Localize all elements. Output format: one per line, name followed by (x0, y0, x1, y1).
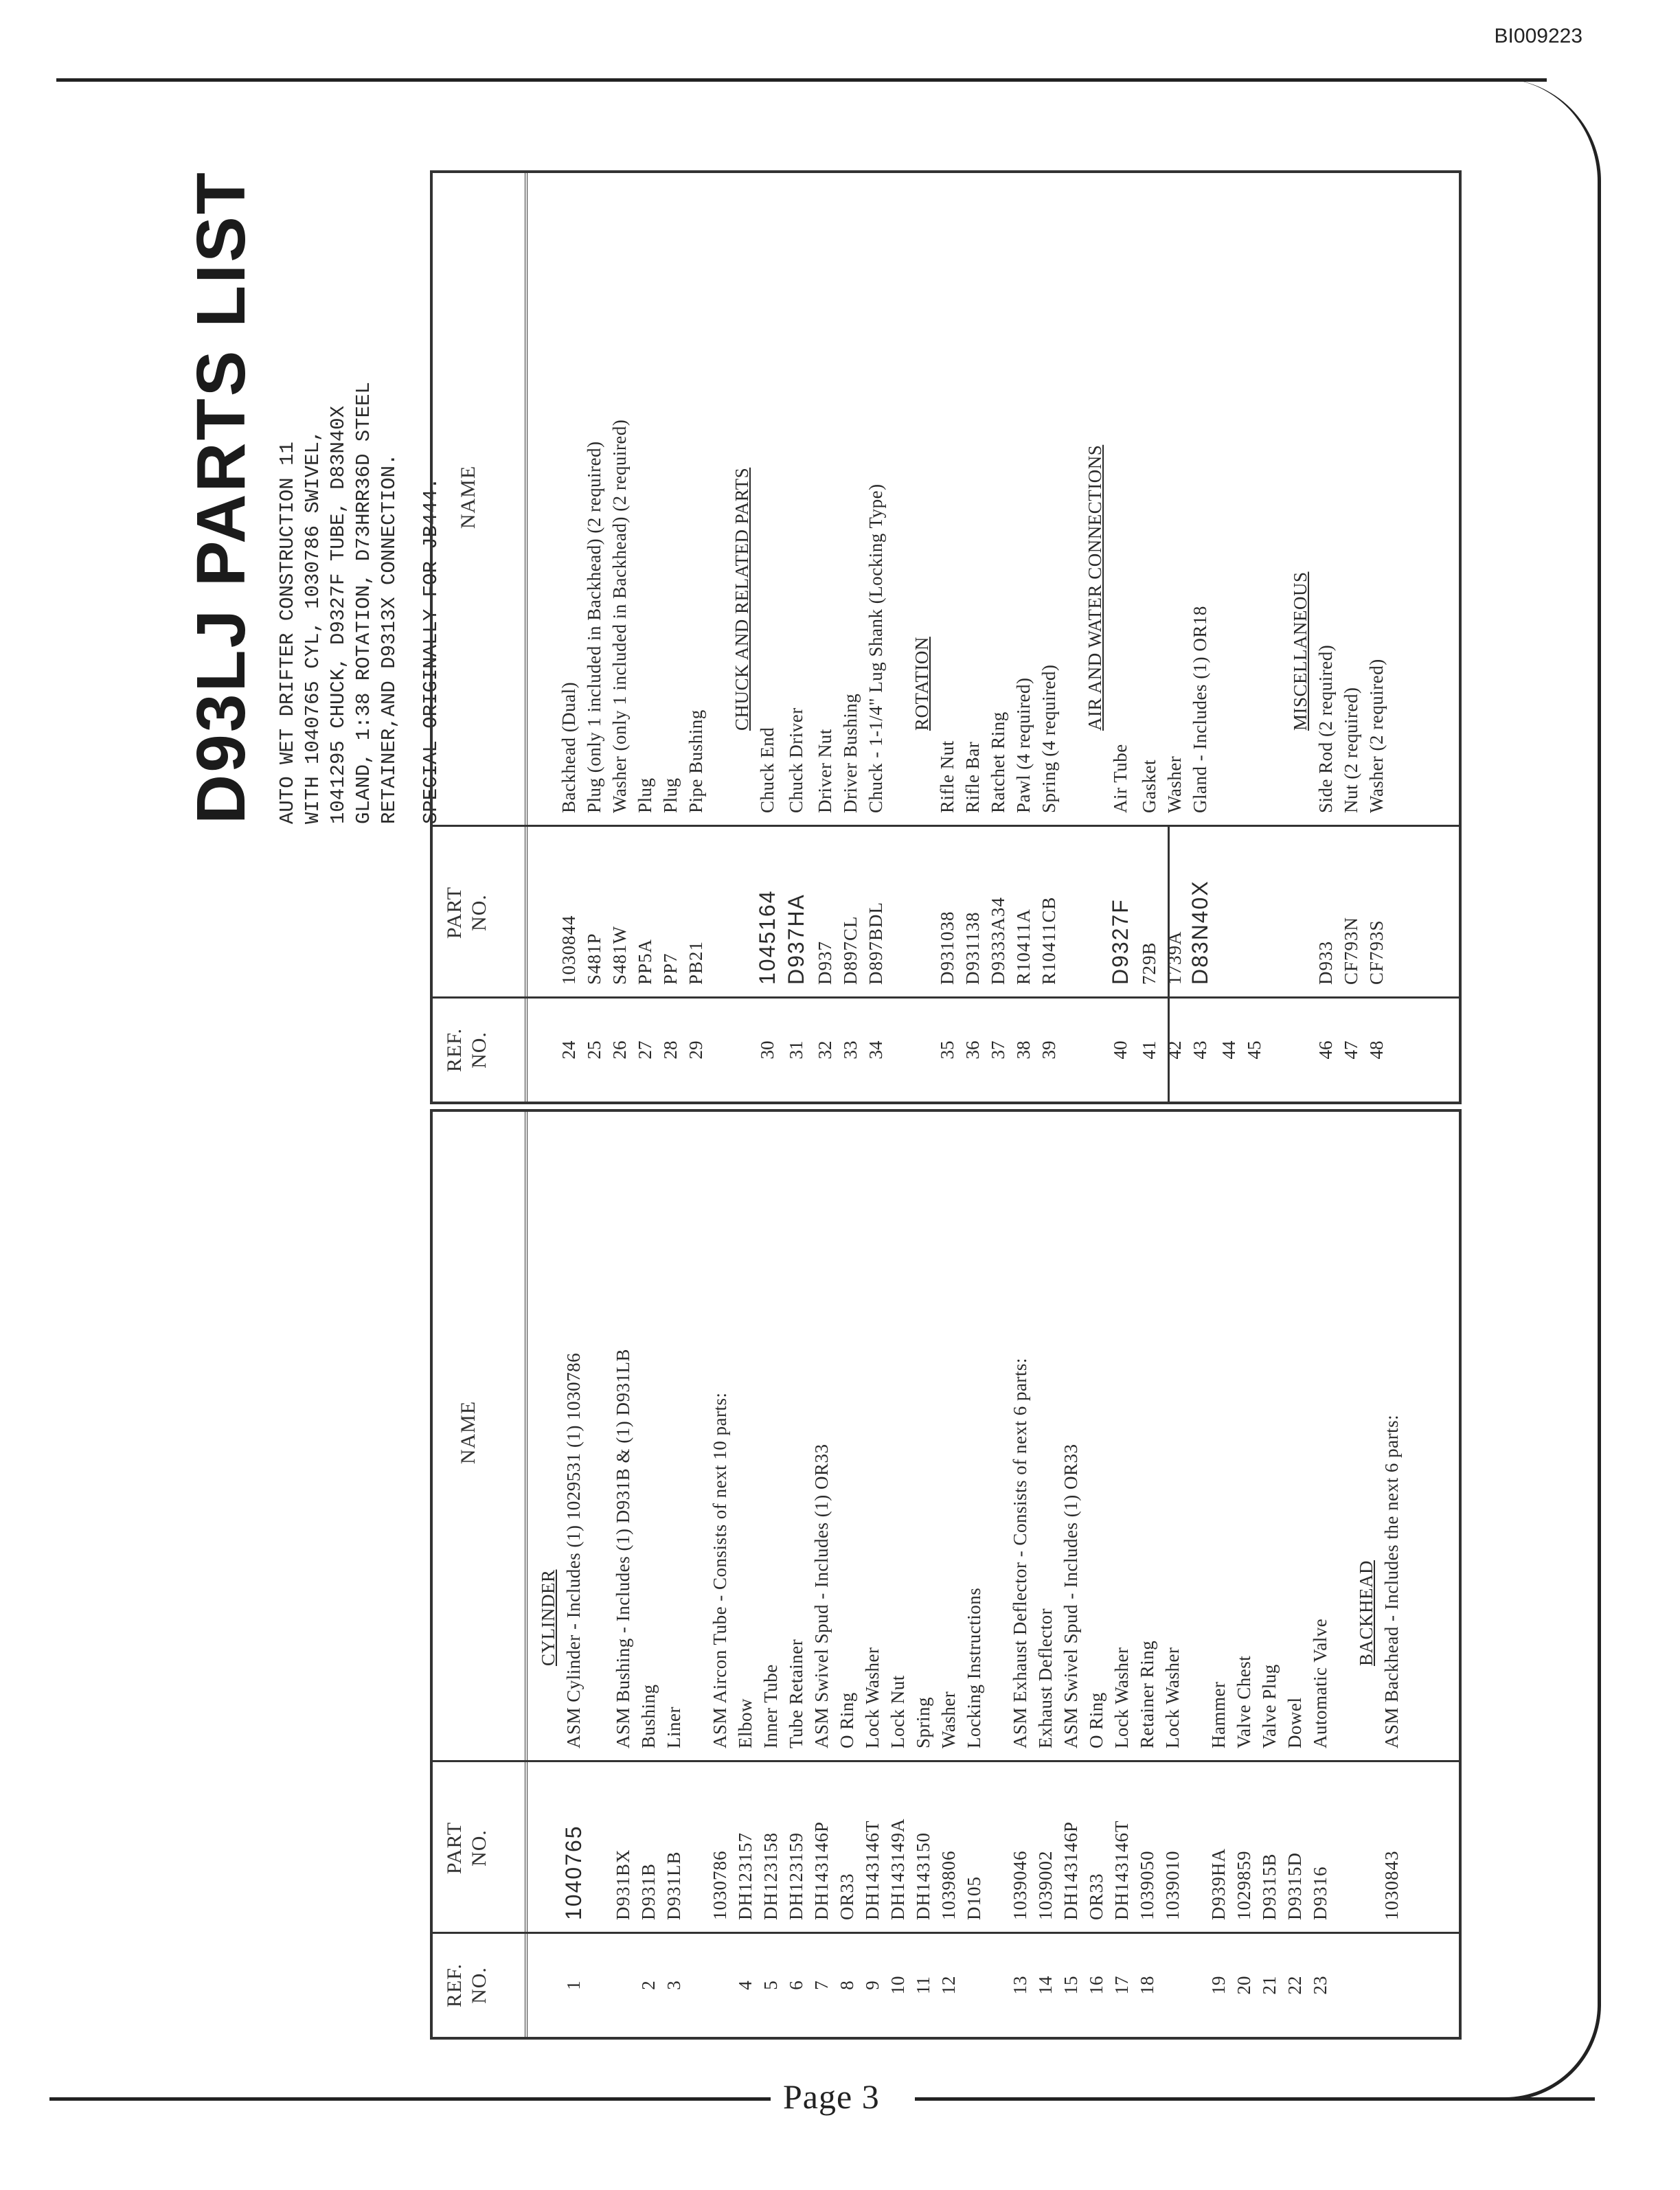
parts-table-right (430, 170, 1462, 1104)
table-row (658, 173, 683, 1102)
row-spacer (1062, 173, 1082, 1102)
header-part (442, 1766, 492, 1930)
ref-cell: 24 (558, 1040, 579, 1060)
bottom-rule-left (49, 2097, 771, 2101)
part-name-cell: Rifle Bar (962, 741, 983, 813)
special-note: SPECIAL ORIGINALLY FOR JB444. (420, 477, 442, 824)
part-name-cell: Exhaust Deflector (1035, 1608, 1056, 1748)
top-rule (56, 78, 1547, 82)
ref-cell: 6 (786, 1981, 806, 1990)
section-heading (536, 1112, 561, 2037)
header-ref-line2: NO. (468, 1031, 490, 1069)
description-line: AUTO WET DRIFTER CONSTRUCTION 11 (276, 442, 299, 824)
table-row (863, 173, 889, 1102)
part-name-cell: Valve Chest (1234, 1655, 1254, 1748)
part-name-cell: Elbow (735, 1698, 756, 1748)
ref-cell: 8 (837, 1981, 857, 1990)
part-number-cell: DH143146T (1111, 1820, 1132, 1920)
part-number-cell: OR33 (1086, 1873, 1106, 1920)
ref-cell: 20 (1234, 1976, 1254, 1995)
header-ref-line2: NO. (468, 1967, 490, 2004)
part-number-cell: D83N40X (1188, 880, 1212, 985)
ref-cell: 31 (786, 1040, 806, 1060)
part-name-cell: ASM Cylinder - Includes (1) 1029531 (1) 1030786 (563, 1352, 584, 1748)
header-ref-line1: REF. (443, 1963, 466, 2008)
ref-cell: 21 (1259, 1976, 1280, 1995)
description-line: WITH 1040765 CYL, 1030786 SWIVEL, (302, 429, 324, 824)
part-name-cell: ASM Exhaust Deflector - Consists of next 6 parts: (1010, 1358, 1030, 1748)
part-number-cell: D931038 (937, 911, 957, 985)
header-part-line1: PART (443, 1821, 466, 1875)
document-id: BI009223 (1494, 25, 1582, 47)
part-name-cell: Chuck End (757, 727, 777, 813)
part-number-cell: D897CL (840, 915, 861, 985)
part-number-cell: 1030843 (1381, 1850, 1402, 1920)
table-row (556, 173, 582, 1102)
part-name-cell: Driver Nut (815, 729, 835, 813)
part-name-cell: Lock Washer (1111, 1647, 1132, 1748)
table-row (1008, 1112, 1033, 2037)
part-number-cell: D9315D (1284, 1852, 1305, 1920)
part-name-cell: Ratchet Ring (988, 711, 1008, 813)
ref-cell: 2 (638, 1981, 659, 1990)
header-part-line2: NO. (468, 894, 490, 931)
table-row (1282, 1112, 1308, 2037)
part-name-cell: O Ring (837, 1692, 857, 1748)
part-number-cell: DH143146T (862, 1820, 883, 1920)
table-row (1364, 173, 1389, 1102)
part-number-cell: D9333A34 (988, 897, 1008, 985)
ref-cell: 19 (1208, 1976, 1229, 1995)
ref-cell: 47 (1341, 1040, 1361, 1060)
table-row (835, 1112, 860, 2037)
part-number-cell: 1030786 (710, 1850, 730, 1920)
row-spacer (1267, 173, 1288, 1102)
part-name-cell: Washer (938, 1691, 959, 1748)
part-number-cell: D933 (1315, 941, 1336, 985)
table-row (1313, 173, 1339, 1102)
ref-cell: 27 (635, 1040, 655, 1060)
table-row (1160, 1112, 1185, 2037)
part-name-cell: ASM Swivel Spud - Includes (1) OR33 (1060, 1444, 1081, 1748)
part-name-cell: Lock Washer (1162, 1647, 1183, 1748)
part-name-cell: Washer (2 required) (1366, 659, 1387, 813)
table-row (1033, 1112, 1058, 2037)
table-row (962, 1112, 987, 2037)
table-row (582, 173, 607, 1102)
table-row (707, 1112, 733, 2037)
part-number-cell: 1040765 (561, 1825, 586, 1920)
row-spacer (709, 173, 729, 1102)
ref-cell: 36 (962, 1040, 983, 1060)
part-number-cell: 1045164 (755, 889, 780, 985)
table-row (636, 1112, 661, 2037)
ref-cell: 14 (1035, 1976, 1056, 1995)
part-name-cell: ASM Backhead - Includes the next 6 parts: (1381, 1414, 1402, 1748)
ref-cell: 26 (609, 1040, 630, 1060)
part-number-cell: 1039010 (1162, 1850, 1183, 1920)
part-number-cell: R10411A (1013, 908, 1034, 985)
table-row (1011, 173, 1036, 1102)
section-title: ROTATION (911, 637, 932, 731)
page-title: D93LJ PARTS LIST (183, 170, 260, 824)
part-name-cell: Locking Instructions (964, 1587, 984, 1748)
ref-cell: 12 (938, 1976, 959, 1995)
part-number-cell: 1029859 (1234, 1850, 1254, 1920)
part-number-cell: 1039002 (1035, 1850, 1056, 1920)
part-name-cell: Bushing (638, 1684, 659, 1748)
part-number-cell: 1739A (1164, 931, 1185, 985)
section-heading (1082, 173, 1108, 1102)
ref-cell: 22 (1284, 1976, 1305, 1995)
section-heading (1288, 173, 1313, 1102)
table-row (758, 1112, 784, 2037)
part-number-cell: PB21 (685, 940, 706, 985)
part-name-cell: Plug (660, 777, 681, 813)
part-number-cell: DH123158 (760, 1832, 781, 1920)
table-row (1206, 1112, 1231, 2037)
part-number-cell: D937 (815, 941, 835, 985)
table-row (1162, 173, 1188, 1102)
header-ref (442, 1934, 492, 2037)
ref-cell: 10 (887, 1976, 908, 1995)
page-number: Page 3 (783, 2077, 880, 2116)
part-name-cell: Lock Nut (887, 1675, 908, 1748)
part-name-cell: Gasket (1139, 760, 1159, 813)
section-heading (909, 173, 935, 1102)
table-row (809, 1112, 835, 2037)
section-title: BACKHEAD (1356, 1560, 1376, 1666)
table-row (633, 173, 658, 1102)
section-title: CYLINDER (538, 1569, 558, 1666)
ref-cell: 28 (660, 1040, 681, 1060)
description-line: 1041295 CHUCK, D9327F TUBE, D83N40X (327, 405, 350, 824)
part-number-cell: D897BDL (865, 902, 886, 985)
table-row (860, 1112, 885, 2037)
part-name-cell: Gland - Includes (1) OR18 (1190, 606, 1210, 813)
header-name: NAME (457, 1400, 479, 1465)
part-name-cell: Automatic Valve (1310, 1618, 1330, 1748)
part-number-cell: OR33 (837, 1873, 857, 1920)
ref-cell: 39 (1038, 1040, 1059, 1060)
table-row (1188, 173, 1216, 1102)
ref-cell: 48 (1366, 1040, 1387, 1060)
header-part-line1: PART (443, 886, 466, 939)
table-row (885, 1112, 911, 2037)
page-frame (1490, 78, 1601, 2101)
ref-cell: 35 (937, 1040, 957, 1060)
ref-cell: 16 (1086, 1976, 1106, 1995)
header-part-line2: NO. (468, 1829, 490, 1867)
ref-cell: 5 (760, 1981, 781, 1990)
ref-cell: 3 (663, 1981, 684, 1990)
part-number-cell: D105 (964, 1876, 984, 1920)
table-row (561, 1112, 590, 2037)
table-header (433, 173, 527, 1102)
header-ref-line1: REF. (443, 1027, 466, 1073)
part-number-cell: D937HA (784, 893, 808, 985)
part-name-cell: ASM Bushing - Includes (1) D931B & (1) D931LB (613, 1349, 633, 1748)
part-number-cell: CF793N (1341, 916, 1361, 985)
part-number-cell: CF793S (1366, 920, 1387, 985)
ref-cell: 29 (685, 1040, 706, 1060)
part-name-cell: Chuck - 1-1/4" Lug Shank (Locking Type) (865, 483, 886, 813)
ref-cell: 46 (1315, 1040, 1336, 1060)
misc-divider (1168, 827, 1170, 1102)
rotated-page-content (36, 130, 1464, 2067)
table-row (1216, 173, 1242, 1102)
part-name-cell: Tube Retainer (786, 1639, 806, 1748)
table-row (1109, 1112, 1135, 2037)
part-name-cell: Liner (663, 1707, 684, 1748)
header-part (442, 830, 492, 995)
part-name-cell: Valve Plug (1259, 1664, 1280, 1748)
ref-cell: 34 (865, 1040, 886, 1060)
part-number-cell: 1030844 (558, 915, 579, 985)
part-name-cell: Air Tube (1110, 744, 1131, 813)
ref-cell: 44 (1218, 1040, 1239, 1060)
ref-cell: 7 (811, 1981, 832, 1990)
part-number-cell: 1039806 (938, 1850, 959, 1920)
part-number-cell: S481P (584, 933, 604, 985)
part-name-cell: Dowel (1284, 1697, 1305, 1748)
table-row (683, 173, 709, 1102)
ref-cell: 33 (840, 1040, 861, 1060)
part-name-cell: Nut (2 required) (1341, 687, 1361, 813)
ref-cell: 13 (1010, 1976, 1030, 1995)
description-line: GLAND, 1:38 ROTATION, D73HRR36D STEEL (352, 382, 375, 824)
ref-cell: 23 (1310, 1976, 1330, 1995)
part-name-cell: Spring (913, 1696, 933, 1748)
part-number-cell: DH143146P (811, 1821, 832, 1920)
part-name-cell: Inner Tube (760, 1664, 781, 1748)
part-number-cell: D9316 (1310, 1866, 1330, 1920)
ref-cell: 43 (1190, 1040, 1210, 1060)
part-name-cell: Chuck Driver (786, 707, 806, 813)
ref-cell: 9 (862, 1981, 883, 1990)
part-number-cell: DH143146P (1060, 1821, 1081, 1920)
ref-cell: 40 (1110, 1040, 1131, 1060)
table-header (433, 1112, 527, 2037)
part-name-cell: ASM Swivel Spud - Includes (1) OR33 (811, 1444, 832, 1748)
table-row (1084, 1112, 1109, 2037)
header-ref (442, 999, 492, 1102)
part-number-cell: D9315B (1259, 1853, 1280, 1920)
bottom-rule-right (915, 2097, 1595, 2101)
part-number-cell: D9327F (1108, 898, 1133, 985)
table-row (1108, 173, 1137, 1102)
part-number-cell: DH123159 (786, 1832, 806, 1920)
header-name: NAME (457, 465, 479, 529)
table-row (838, 173, 863, 1102)
part-number-cell: DH123157 (735, 1832, 756, 1920)
part-name-cell: ASM Aircon Tube - Consists of next 10 parts: (710, 1392, 730, 1748)
table-row (1257, 1112, 1282, 2037)
part-number-cell: D939HA (1208, 1848, 1229, 1920)
part-name-cell: Rifle Nut (937, 740, 957, 813)
ref-cell: 15 (1060, 1976, 1081, 1995)
part-name-cell: Retainer Ring (1137, 1640, 1157, 1748)
part-number-cell: DH143150 (913, 1832, 933, 1920)
parts-table-left (430, 1109, 1462, 2040)
ref-cell: 25 (584, 1040, 604, 1060)
part-name-cell: Spring (4 required) (1038, 664, 1059, 813)
table-row (1308, 1112, 1333, 2037)
table-row (911, 1112, 936, 2037)
table-row (986, 173, 1011, 1102)
part-name-cell: Washer (only 1 included in Backhead) (2 required) (609, 419, 630, 813)
table-row (1242, 173, 1267, 1102)
part-number-cell: D931BX (613, 1849, 633, 1920)
part-number-cell: D931B (638, 1862, 659, 1920)
row-spacer (889, 173, 909, 1102)
table-row (784, 1112, 809, 2037)
row-spacer (590, 1112, 611, 2037)
ref-cell: 32 (815, 1040, 835, 1060)
part-number-cell: R10411CB (1038, 896, 1059, 985)
ref-cell: 38 (1013, 1040, 1034, 1060)
table-row (960, 173, 986, 1102)
part-number-cell: 729B (1139, 942, 1159, 985)
section-heading (1354, 1112, 1379, 2037)
ref-cell: 4 (735, 1981, 756, 1990)
ref-cell: 45 (1244, 1040, 1264, 1060)
table-row (611, 1112, 636, 2037)
ref-cell: 42 (1164, 1040, 1185, 1060)
ref-cell: 17 (1111, 1976, 1132, 1995)
table-row (733, 1112, 758, 2037)
table-row (1339, 173, 1364, 1102)
part-number-cell: D931LB (663, 1851, 684, 1920)
part-number-cell: DH143149A (887, 1818, 908, 1920)
table-row (1058, 1112, 1084, 2037)
part-name-cell: Driver Bushing (840, 693, 861, 813)
left-rows (536, 1112, 1405, 2037)
part-name-cell: Washer (1164, 755, 1185, 813)
table-row (755, 173, 784, 1102)
table-row (661, 1112, 687, 2037)
part-name-cell: Backhead (Dual) (558, 681, 579, 813)
table-row (607, 173, 633, 1102)
ref-cell: 37 (988, 1040, 1008, 1060)
part-name-cell: Plug (only 1 included in Backhead) (2 required) (584, 441, 604, 813)
part-name-cell: O Ring (1086, 1692, 1106, 1748)
table-row (1379, 1112, 1405, 2037)
ref-cell: 30 (757, 1040, 777, 1060)
ref-cell: 1 (563, 1981, 584, 1990)
table-row (1135, 1112, 1160, 2037)
part-name-cell: Side Rod (2 required) (1315, 644, 1336, 813)
description-line: RETAINER,AND D9313X CONNECTION. (378, 453, 400, 824)
ref-cell: 41 (1139, 1040, 1159, 1060)
table-row (1036, 173, 1062, 1102)
section-heading (729, 173, 755, 1102)
part-number-cell: 1039046 (1010, 1850, 1030, 1920)
part-number-cell: 1039050 (1137, 1850, 1157, 1920)
row-spacer (536, 173, 556, 1102)
part-number-cell: S481W (609, 926, 630, 985)
description (275, 137, 402, 824)
part-name-cell: Plug (635, 777, 655, 813)
table-row (813, 173, 838, 1102)
part-number-cell: D931138 (962, 911, 983, 985)
part-name-cell: Lock Washer (862, 1647, 883, 1748)
row-spacer (687, 1112, 707, 2037)
row-spacer (1333, 1112, 1354, 2037)
table-row (936, 1112, 962, 2037)
section-title: AIR AND WATER CONNECTIONS (1085, 444, 1105, 731)
row-spacer (1185, 1112, 1206, 2037)
right-rows (536, 173, 1389, 1102)
part-number-cell: PP5A (635, 938, 655, 985)
part-name-cell: Pipe Bushing (685, 709, 706, 813)
table-row (784, 173, 813, 1102)
part-name-cell: Hammer (1208, 1681, 1229, 1748)
ref-cell: 18 (1137, 1976, 1157, 1995)
ref-cell: 11 (913, 1976, 933, 1994)
section-title: CHUCK AND RELATED PARTS (731, 467, 752, 731)
header-block (183, 137, 442, 824)
part-name-cell: Pawl (4 required) (1013, 677, 1034, 813)
row-spacer (987, 1112, 1008, 2037)
part-number-cell: PP7 (660, 953, 681, 985)
table-row (935, 173, 960, 1102)
table-row (1137, 173, 1162, 1102)
table-row (1231, 1112, 1257, 2037)
section-title: MISCELLANEOUS (1290, 571, 1310, 731)
